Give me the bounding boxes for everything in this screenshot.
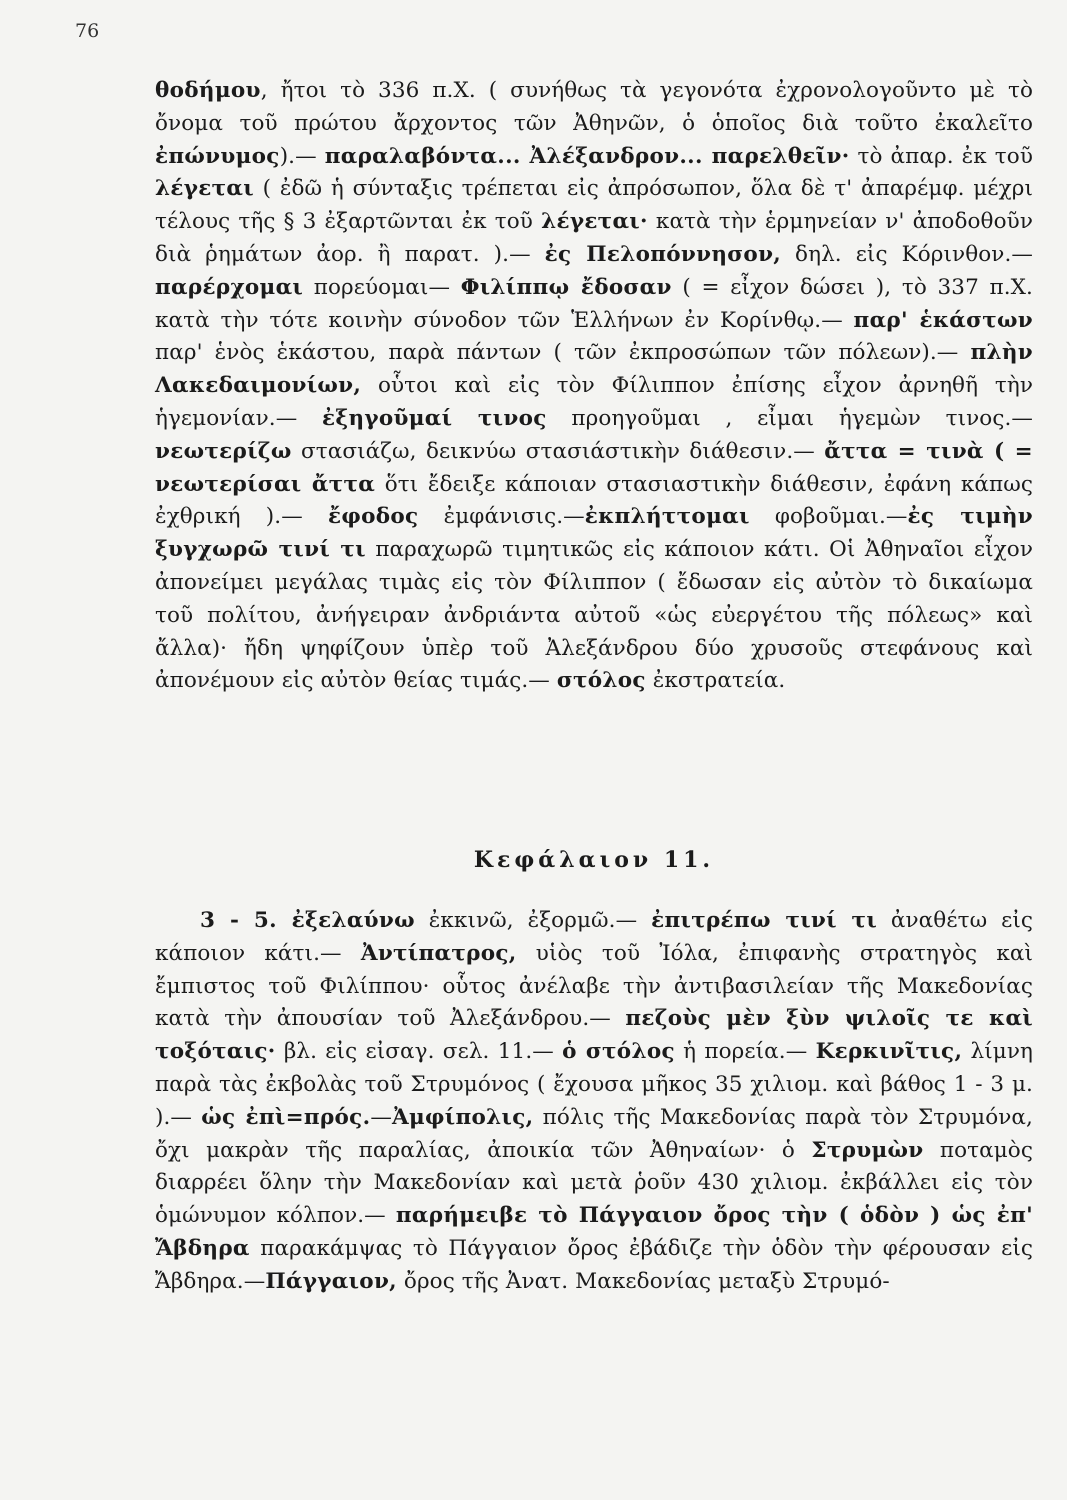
lemma-term: ἐς τιμὴν ξυγχωρῶ τινί τι: [155, 504, 1033, 563]
lemma-term: Ἀμφίπολις,: [391, 1104, 534, 1130]
gloss-text: παρακάμψας τὸ Πάγγαιον ὄρος ἐβάδιζε τὴν ὁδὸν τὴν φέρουσαν εἰς Ἄβδηρα.—: [155, 1235, 1033, 1294]
lemma-term: νεωτερίζω: [155, 438, 292, 464]
gloss-text: λίμνη παρὰ τὰς ἐκβολὰς τοῦ Στρυμόνος ( ἔχουσα μῆκος 35 χιλιομ. καὶ βάθος 1 - 3 μ. ).—: [155, 1039, 1033, 1130]
gloss-text: κατὰ τὴν ἑρμηνείαν ν' ἀποδοθοῦν διὰ ῥημάτων ἀορ. ἢ παρατ. ).—: [155, 209, 1033, 267]
gloss-text: ἀναθέτω εἰς κάποιον κάτι.—: [155, 908, 1033, 966]
lemma-term: 3 - 5. ἐξελαύνω: [200, 908, 415, 933]
lemma-term: Ἀντίπατρος,: [360, 940, 517, 966]
lemma-term: ἔφοδος: [327, 504, 419, 530]
lemma-term: πεζοὺς μὲν ξὺν ψιλοῖς τε καὶ τοξόταις·: [155, 1006, 1033, 1065]
lemma-term: στόλος: [556, 668, 646, 694]
lemma-term: παρήμειβε τὸ Πάγγαιον ὄρος τὴν ( ὁδὸν ) ὡς ἐπ' Ἄβδηρα: [155, 1203, 1033, 1261]
gloss-text: οὗτοι καὶ εἰς τὸν Φίλιππον ἐπίσης εἶχον ἀρνηθῆ τὴν ἡγεμονίαν.—: [155, 373, 1033, 431]
gloss-text: ).—: [279, 143, 325, 169]
gloss-text: ἐκκινῶ, ἐξορμῶ.—: [414, 908, 652, 933]
lemma-term: ἐξηγοῦμαί τινος: [322, 405, 547, 431]
lemma-term: παραλαβόντα... Ἀλέξανδρον... παρελθεῖν·: [324, 143, 850, 169]
gloss-text: βλ. εἰς εἰσαγ. σελ. 11.—: [275, 1039, 563, 1065]
gloss-text: ( = εἶχον δώσει ), τὸ 337 π.Χ. κατὰ τὴν τότε κοινὴν σύνοδον τῶν Ἑλλήνων ἐν Κορίνθῳ.—: [155, 274, 1033, 333]
gloss-text: ἡ πορεία.—: [674, 1039, 816, 1065]
lemma-term: πλὴν Λακεδαιμονίων,: [155, 340, 1033, 399]
gloss-text: ὄρος τῆς Ἀνατ. Μακεδονίας μεταξὺ Στρυμό-: [396, 1268, 890, 1294]
gloss-text: δηλ. εἰς Κόρινθον.—: [781, 241, 1034, 267]
gloss-text: ( ἐδῶ ἡ σύνταξις τρέπεται εἰς ἀπρόσωπον, ὅλα δὲ τ' ἀπαρέμφ. μέχρι τέλους τῆς § 3 ἐξαρτῶνται ἐκ τοῦ: [155, 176, 1033, 235]
lemma-term: Πάγγαιον,: [265, 1268, 397, 1294]
gloss-text: πορεύομαι—: [303, 274, 461, 300]
gloss-text: πόλις τῆς Μακεδονίας παρὰ τὸν Στρυμόνα, ὄχι μακρὰν τῆς παραλίας, ἀποικία τῶν Ἀθηναίων· ὁ: [155, 1104, 1033, 1163]
lemma-term: λέγεται·: [541, 209, 648, 235]
commentary-paragraph-2: [155, 905, 1033, 1299]
lemma-term: ὁ στόλος: [562, 1039, 675, 1065]
gloss-text: ἐκστρατεία.: [645, 668, 786, 694]
gloss-text: —: [370, 1104, 392, 1130]
gloss-text: τὸ ἀπαρ. ἐκ τοῦ: [849, 143, 1033, 169]
lemma-term: ἐκπλήττομαι: [584, 504, 750, 530]
gloss-text: φοβοῦμαι.—: [749, 504, 908, 530]
gloss-text: ἐμφάνισις.—: [418, 504, 585, 530]
gloss-text: παρ' ἑνὸς ἑκάστου, παρὰ πάντων ( τῶν ἐκπροσώπων τῶν πόλεων).—: [155, 340, 971, 366]
lemma-term: ἐπιτρέπω τινί τι: [651, 908, 878, 933]
gloss-text: παραχωρῶ τιμητικῶς εἰς κάποιον κάτι. Οἱ Ἀθηναῖοι εἶχον ἀπονείμει μεγάλας τιμὰς εἰς τὸν Φίλιππον ( ἔδωσαν εἰς αὐτὸν τὸ δικαίωμα τοῦ πολίτου, ἀνήγειραν ἀνδριάντα αὐτοῦ «ὡς εὐεργέτου τῆς πόλεως» καὶ ἄλλα)· ἤδη ψηφίζουν ὑπὲρ τοῦ Ἀλεξάνδρου δύο χρυσοῦς στεφάνους καὶ ἀπονέμουν εἰς αὐτὸν θείας τιμάς.—: [155, 537, 1033, 694]
lemma-term: ἐπώνυμος: [155, 143, 280, 169]
lemma-term: Φιλίππῳ ἔδοσαν: [460, 274, 672, 300]
lemma-term: ἐς Πελοπόννησον,: [544, 241, 782, 267]
gloss-text: , ἤτοι τὸ 336 π.Χ. ( συνήθως τὰ γεγονότα ἐχρονολογοῦντο μὲ τὸ ὄνομα τοῦ πρώτου ἄρχοντος τῶν Ἀθηνῶν, ὁ ὁποῖος διὰ τοῦτο ἐκαλεῖτο: [155, 78, 1033, 136]
lemma-term: Στρυμὼν: [811, 1137, 924, 1163]
page-number: 76: [75, 20, 100, 42]
lemma-term: θοδήμου: [155, 78, 261, 103]
gloss-text: ὅτι ἔδειξε κάποιαν στασιαστικὴν διάθεσιν, ἐφάνη κάπως ἐχθρική ).—: [155, 471, 1033, 530]
gloss-text: υἱὸς τοῦ Ἰόλα, ἐπιφανὴς στρατηγὸς καὶ ἔμπιστος τοῦ Φιλίππου· οὗτος ἀνέλαβε τὴν ἀντιβασιλείαν τῆς Μακεδονίας κατὰ τὴν ἀπουσίαν τοῦ Ἀλεξάνδρου.—: [155, 940, 1034, 1032]
lemma-term: ὡς ἐπὶ=πρός.: [201, 1104, 371, 1130]
chapter-heading: Κεφάλαιον 11.: [473, 847, 715, 873]
lemma-term: ἄττα = τινὰ ( = νεωτερίσαι ἄττα: [155, 438, 1033, 497]
gloss-text: ποταμὸς διαρρέει ὅλην τὴν Μακεδονίαν καὶ μετὰ ῥοῦν 430 χιλιομ. ἐκβάλλει εἰς τὸν ὁμώνυμον κόλπον.—: [155, 1137, 1033, 1229]
lemma-term: λέγεται: [155, 176, 254, 202]
commentary-paragraph-1: [155, 75, 1033, 698]
gloss-text: προηγοῦμαι , εἶμαι ἡγεμὼν τινος.—: [546, 405, 1034, 431]
lemma-term: Κερκινῖτις,: [815, 1039, 963, 1065]
lemma-term: παρ' ἑκάστων: [853, 307, 1033, 333]
lemma-term: παρέρχομαι: [155, 274, 304, 300]
gloss-text: στασιάζω, δεικνύω στασιάστικὴν διάθεσιν.—: [291, 438, 825, 464]
